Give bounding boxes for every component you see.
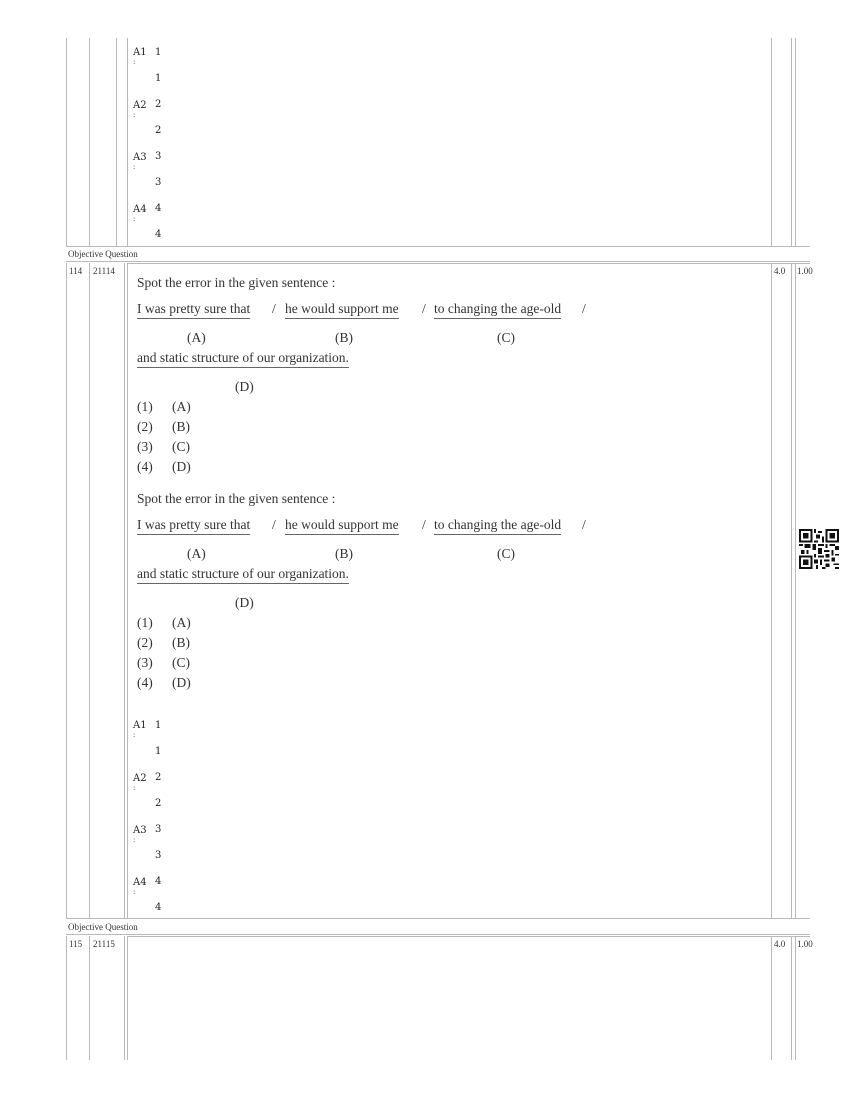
option-colon: : xyxy=(133,111,136,119)
segment-slash: / xyxy=(422,301,426,316)
choice-val: (B) xyxy=(172,635,190,650)
q115-grid-left xyxy=(66,936,67,1060)
option-key: A3 xyxy=(133,152,147,163)
option-value: 1 xyxy=(155,47,162,58)
q114-grid-top-right xyxy=(771,263,810,264)
q115-grid-col5 xyxy=(791,936,792,1060)
option-colon: : xyxy=(133,888,136,896)
q115-grid-top xyxy=(127,936,772,937)
question-marks: 4.0 xyxy=(774,939,786,949)
option-value: 2 xyxy=(155,772,162,783)
q115-grid-col2 xyxy=(89,936,90,1060)
table-border-col5b xyxy=(795,38,796,246)
question-number: 115 xyxy=(69,939,83,949)
table-border-col4 xyxy=(771,38,772,246)
option-colon: : xyxy=(133,215,136,223)
question-marks: 4.0 xyxy=(774,266,786,276)
option-colon: : xyxy=(133,784,136,792)
option-key: A2 xyxy=(133,100,147,111)
choice-num: (2) xyxy=(137,635,153,650)
segment-label-b: (B) xyxy=(335,330,353,345)
sentence-segment-d: and static structure of our organization. xyxy=(137,350,349,368)
option-key: A4 xyxy=(133,204,147,215)
segment-slash: / xyxy=(422,517,426,532)
sentence-segment-c: to changing the age-old xyxy=(434,301,561,319)
option-sub: 4 xyxy=(155,902,162,913)
question-id: 21114 xyxy=(93,266,115,276)
question-heading: Spot the error in the given sentence : xyxy=(137,491,336,506)
choice-num: (3) xyxy=(137,439,153,454)
segment-label-c: (C) xyxy=(497,330,515,345)
qr-code-icon xyxy=(799,529,839,569)
sentence-segment-c: to changing the age-old xyxy=(434,517,561,535)
option-row xyxy=(133,713,147,739)
option-colon: : xyxy=(133,163,136,171)
choice-num: (3) xyxy=(137,655,153,670)
q114-grid-top xyxy=(127,263,772,264)
option-sub: 3 xyxy=(155,850,162,861)
segment-slash: / xyxy=(272,517,276,532)
q114-options xyxy=(133,713,193,918)
option-key: A3 xyxy=(133,825,147,836)
q115-grid-top-right xyxy=(771,936,810,937)
option-row xyxy=(133,93,147,119)
option-key: A1 xyxy=(133,720,147,731)
option-row xyxy=(133,145,147,171)
option-value: 4 xyxy=(155,876,162,887)
option-sub: 3 xyxy=(155,177,162,188)
option-row xyxy=(133,818,147,844)
option-row xyxy=(133,40,147,66)
choice-num: (1) xyxy=(137,615,153,630)
question-image-2 xyxy=(137,491,597,691)
option-sub: 2 xyxy=(155,798,162,809)
option-value: 3 xyxy=(155,824,162,835)
option-sub: 1 xyxy=(155,73,162,84)
option-sub: 4 xyxy=(155,229,162,240)
choice-num: (4) xyxy=(137,459,153,474)
option-value: 1 xyxy=(155,720,162,731)
option-key: A1 xyxy=(133,47,147,58)
q114-grid-col2b xyxy=(124,263,125,918)
prev-options xyxy=(133,40,193,245)
q114-grid-left xyxy=(66,263,67,918)
option-key: A4 xyxy=(133,877,147,888)
option-key: A2 xyxy=(133,773,147,784)
choice-num: (2) xyxy=(137,419,153,434)
sentence-segment-d: and static structure of our organization. xyxy=(137,566,349,584)
q114-grid-col5b xyxy=(795,263,796,918)
option-colon: : xyxy=(133,58,136,66)
option-colon: : xyxy=(133,836,136,844)
question-negative-marks: 1.00 xyxy=(797,266,813,276)
choice-val: (B) xyxy=(172,419,190,434)
segment-label-d: (D) xyxy=(235,379,254,394)
segment-slash: / xyxy=(272,301,276,316)
section-label: Objective Question xyxy=(68,249,138,259)
q114-grid-bottom xyxy=(66,918,810,919)
segment-label-d: (D) xyxy=(235,595,254,610)
segment-slash: / xyxy=(582,517,586,532)
question-negative-marks: 1.00 xyxy=(797,939,813,949)
q114-grid-col4 xyxy=(771,263,772,918)
option-value: 2 xyxy=(155,99,162,110)
choice-val: (A) xyxy=(172,615,191,630)
option-row xyxy=(133,197,147,223)
table-row-divider xyxy=(66,246,810,247)
sentence-segment-b: he would support me xyxy=(285,301,399,319)
table-border-col2 xyxy=(89,38,90,246)
table-row-divider xyxy=(66,261,810,262)
segment-label-b: (B) xyxy=(335,546,353,561)
table-row-divider xyxy=(66,934,810,935)
table-border-col3 xyxy=(127,38,128,246)
q114-grid-col5 xyxy=(791,263,792,918)
question-id: 21115 xyxy=(93,939,115,949)
choice-val: (A) xyxy=(172,399,191,414)
choice-num: (1) xyxy=(137,399,153,414)
q115-grid-col5b xyxy=(795,936,796,1060)
question-image-1 xyxy=(137,275,597,475)
segment-label-c: (C) xyxy=(497,546,515,561)
choice-val: (D) xyxy=(172,675,191,690)
segment-label-a: (A) xyxy=(187,546,206,561)
choice-val: (C) xyxy=(172,439,190,454)
question-heading: Spot the error in the given sentence : xyxy=(137,275,336,290)
q115-grid-col4 xyxy=(771,936,772,1060)
sentence-segment-b: he would support me xyxy=(285,517,399,535)
q114-grid-col2 xyxy=(89,263,90,918)
q115-grid-col3 xyxy=(127,936,128,1060)
section-label: Objective Question xyxy=(68,922,138,932)
sentence-segment-a: I was pretty sure that xyxy=(137,301,250,319)
option-sub: 2 xyxy=(155,125,162,136)
segment-label-a: (A) xyxy=(187,330,206,345)
table-border-left xyxy=(66,38,67,246)
q115-grid-col2b xyxy=(124,936,125,1060)
sentence-segment-a: I was pretty sure that xyxy=(137,517,250,535)
segment-slash: / xyxy=(582,301,586,316)
choice-num: (4) xyxy=(137,675,153,690)
option-row xyxy=(133,766,147,792)
table-border-col2b xyxy=(116,38,117,246)
option-row xyxy=(133,870,147,896)
option-value: 3 xyxy=(155,151,162,162)
option-colon: : xyxy=(133,731,136,739)
choice-val: (D) xyxy=(172,459,191,474)
table-border-col5 xyxy=(791,38,792,246)
option-value: 4 xyxy=(155,203,162,214)
q114-grid-col3 xyxy=(127,263,128,918)
question-number: 114 xyxy=(69,266,83,276)
choice-val: (C) xyxy=(172,655,190,670)
option-sub: 1 xyxy=(155,746,162,757)
